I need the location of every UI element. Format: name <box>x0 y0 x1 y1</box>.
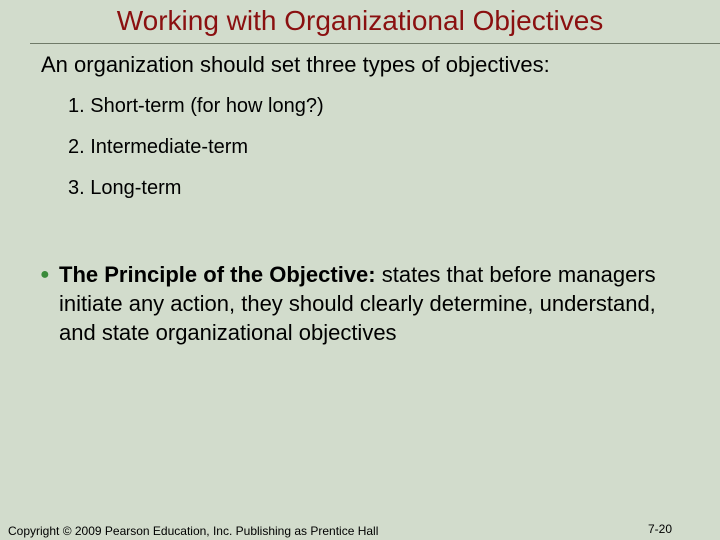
title-divider <box>30 43 720 44</box>
objectives-list <box>68 94 324 217</box>
principle-term: The Principle of the Objective: <box>59 262 376 287</box>
dot-bullet-icon: ● <box>40 266 50 283</box>
list-item: 1. Short-term (for how long?) <box>68 95 324 117</box>
list-item: 2. Intermediate-term <box>68 136 249 158</box>
principle-text: states that before managers initiate any action, they should clearly determine, understand, and state organizational objectives <box>59 262 656 345</box>
principle-body <box>59 260 680 347</box>
list-item: 3. Long-term <box>68 177 182 199</box>
copyright-footer: Copyright © 2009 Pearson Education, Inc. Publishing as Prentice Hall <box>8 524 379 538</box>
page-number: 7-20 <box>648 522 673 536</box>
slide-title: Working with Organizational Objectives <box>116 5 604 36</box>
intro-text: An organization should set three types of objectives: <box>41 52 550 77</box>
principle-paragraph <box>40 260 680 347</box>
